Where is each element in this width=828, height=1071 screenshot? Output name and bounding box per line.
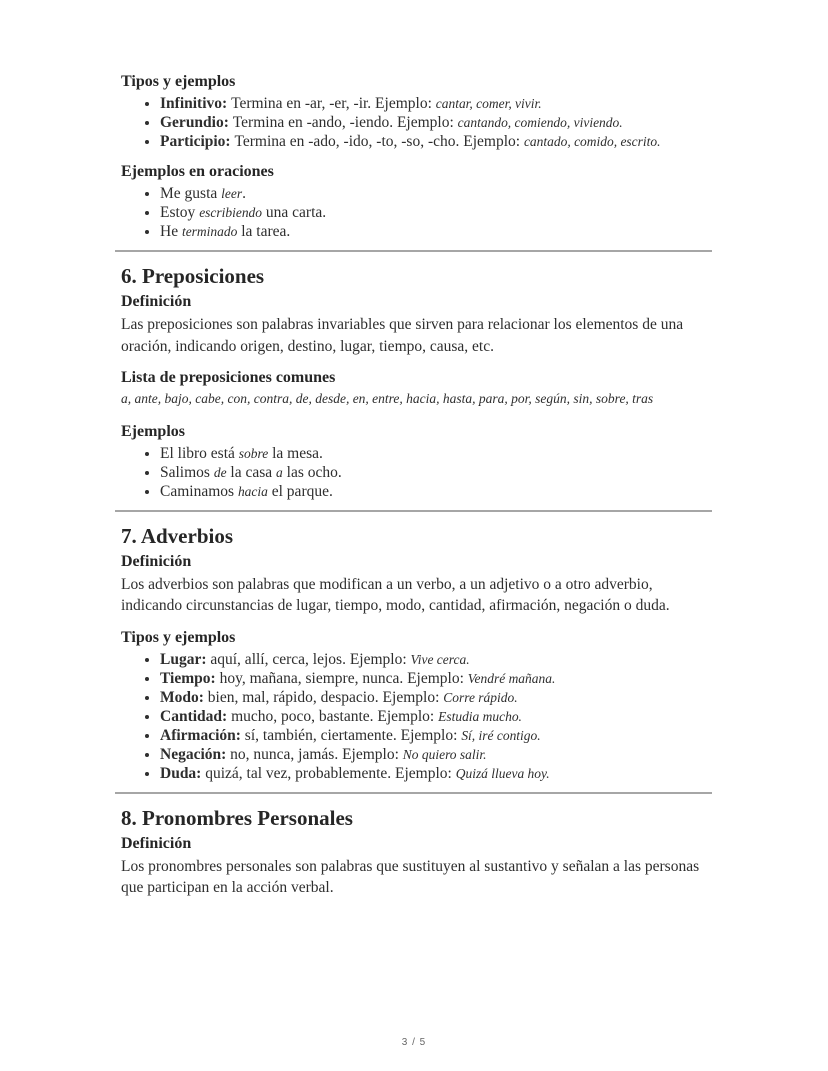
section-adverbios (121, 523, 713, 783)
preposition-examples-list (121, 444, 713, 501)
list-item: • Duda: quizá, tal vez, probablemente. Ejemplo: Quizá llueva hoy. (160, 764, 713, 783)
section-title: 8. Pronombres Personales (121, 805, 353, 830)
section-pronombres-personales (121, 805, 713, 899)
definition-paragraph: Los adverbios son palabras que modifican a un verbo, a un adjetivo o a otro adverbio, indicando circunstancias de lugar, tiempo, modo, cantidad, afirmación, negación o duda. (121, 575, 670, 614)
adverb-types-list (121, 650, 713, 783)
list-item: • Estoy escribiendo una carta. (160, 203, 713, 222)
verb-types-heading: Tipos y ejemplos (121, 73, 236, 90)
definition-paragraph: Las preposiciones son palabras invariables que sirven para relacionar los elementos de una oración, indicando origen, destino, lugar, tiempo, causa, etc. (121, 316, 684, 355)
preposition-list-heading: Lista de preposiciones comunes (121, 369, 336, 386)
definition-heading: Definición (121, 834, 192, 852)
section-divider (115, 792, 712, 794)
examples-heading: Ejemplos (121, 422, 185, 440)
list-item: • Tiempo: hoy, mañana, siempre, nunca. Ejemplo: Vendré mañana. (160, 669, 713, 688)
list-item: • Lugar: aquí, allí, cerca, lejos. Ejemplo: Vive cerca. (160, 650, 713, 669)
section-divider (115, 510, 712, 512)
list-item: • Negación: no, nunca, jamás. Ejemplo: No quiero salir. (160, 745, 713, 764)
section-divider (115, 250, 712, 252)
page-number: 3 / 5 (401, 1037, 427, 1048)
list-item: • He terminado la tarea. (160, 222, 713, 241)
adverb-types-heading: Tipos y ejemplos (121, 628, 236, 646)
definition-heading: Definición (121, 293, 192, 310)
list-item: • Participio: Termina en -ado, -ido, -to, -so, -cho. Ejemplo: cantado, comido, escrito. (160, 132, 713, 151)
list-item: • Modo: bien, mal, rápido, despacio. Ejemplo: Corre rápido. (160, 688, 713, 707)
list-item: • Gerundio: Termina en -ando, -iendo. Ejemplo: cantando, comiendo, viviendo. (160, 113, 713, 132)
section-title: 6. Preposiciones (121, 264, 265, 288)
list-item: • El libro está sobre la mesa. (160, 444, 713, 463)
list-item: • Afirmación: sí, también, ciertamente. Ejemplo: Sí, iré contigo. (160, 726, 713, 745)
list-item: • Me gusta leer. (160, 184, 713, 203)
section-preposiciones (121, 263, 713, 501)
list-item: • Caminamos hacia el parque. (160, 482, 713, 501)
page-content (121, 72, 713, 899)
sentence-examples-list (121, 184, 713, 241)
list-item: • Salimos de la casa a las ocho. (160, 463, 713, 482)
preposition-list-line: a, ante, bajo, cabe, con, contra, de, desde, en, entre, hacia, hasta, para, por, según, sin, sobre, tras (121, 391, 654, 406)
section-title: 7. Adverbios (121, 523, 234, 548)
section-verbos-tail (121, 72, 713, 241)
list-item: • Cantidad: mucho, poco, bastante. Ejemplo: Estudia mucho. (160, 707, 713, 726)
definition-heading: Definición (121, 552, 192, 570)
definition-paragraph: Los pronombres personales son palabras que sustituyen al sustantivo y señalan a las personas que participan en la acción verbal. (121, 857, 700, 896)
list-item: • Infinitivo: Termina en -ar, -er, -ir. Ejemplo: cantar, comer, vivir. (160, 94, 713, 113)
verb-types-list (121, 94, 713, 151)
sentence-examples-heading: Ejemplos en oraciones (121, 163, 274, 180)
